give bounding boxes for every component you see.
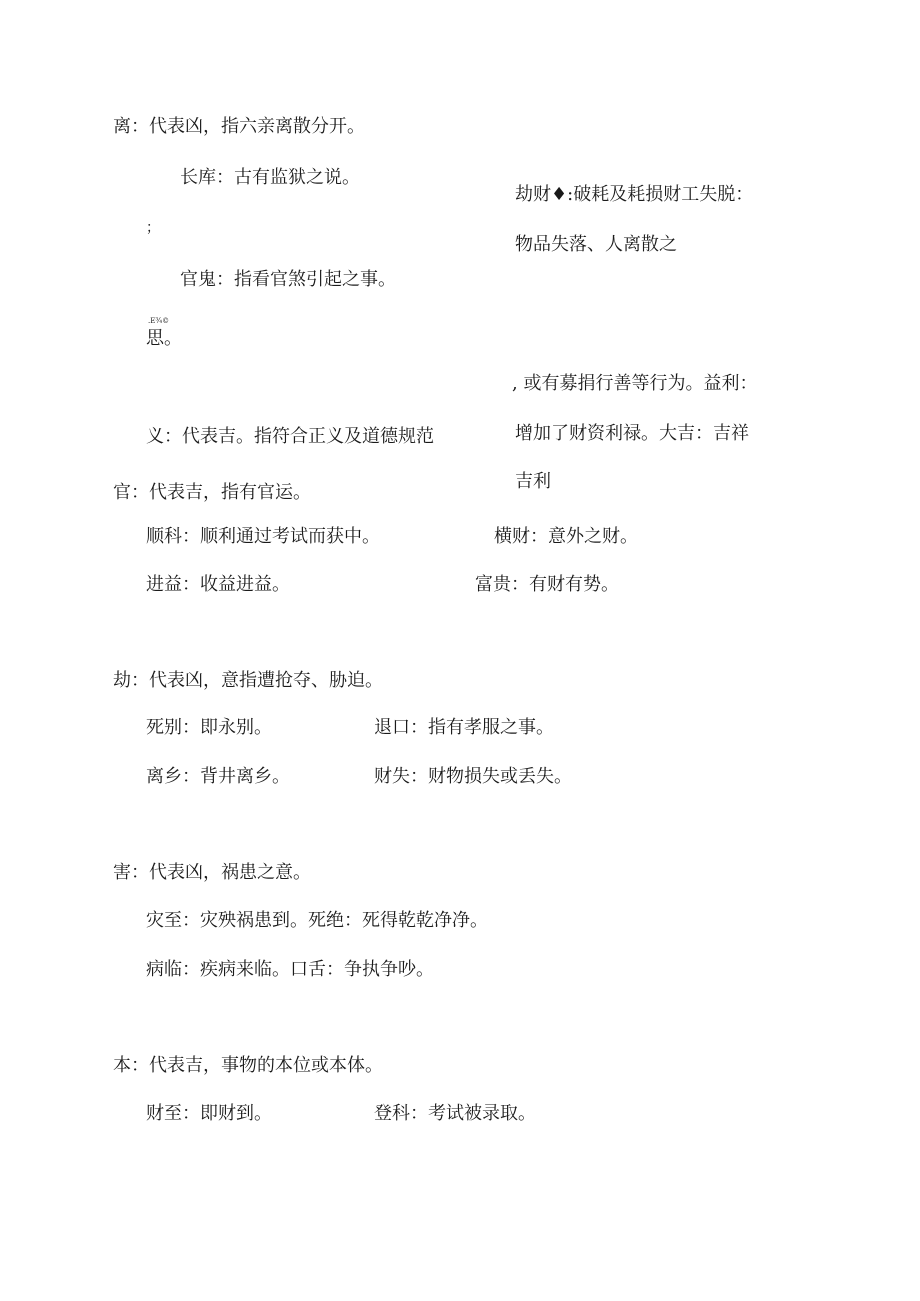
- shunke-line: 顺科：顺利通过考试而获中。: [146, 526, 380, 547]
- jiecai-line: 劫财♦:破耗及耗损财工失脱：: [515, 184, 754, 205]
- guangui-line: 官鬼：指看官煞引起之事。: [180, 269, 396, 290]
- caishi-line: 财失：财物损失或丢失。: [374, 766, 572, 787]
- jinyi-line: 进益：收益进益。: [146, 574, 290, 595]
- hengcai-line: 横财：意外之财。: [494, 526, 638, 547]
- wupin-line: 物品失落、人离散之: [515, 234, 677, 255]
- stray-semicolon: ；: [146, 220, 160, 236]
- hai-line-2: 病临：疾病来临。口舌：争执争吵。: [146, 959, 434, 980]
- caizhi-line: 财至：即财到。: [146, 1103, 272, 1124]
- sibie-line: 死别：即永别。: [146, 717, 272, 738]
- zengjia-line: 增加了财资利禄。大吉：吉祥: [515, 423, 749, 444]
- cut-off-line: 吉利: [515, 471, 551, 492]
- tuikou-line: 退口：指有孝服之事。: [374, 717, 554, 738]
- huoyou-line: , 或有募捐行善等行为。益利：: [512, 373, 758, 394]
- si-line: 思。: [146, 328, 182, 349]
- lixiang-line: 离乡：背井离乡。: [146, 766, 290, 787]
- ben-heading: 本：代表吉，事物的本位或本体。: [113, 1055, 383, 1076]
- changku-line: 长库：古有监狱之说。: [180, 167, 360, 188]
- yi-line: 义：代表吉。指符合正义及道德规范: [146, 426, 434, 447]
- li-heading: 离：代表凶，指六亲离散分开。: [113, 116, 365, 137]
- dengke-line: 登科：考试被录取。: [374, 1103, 536, 1124]
- hai-line-1: 灾至：灾殃祸患到。死绝：死得乾乾净净。: [146, 910, 488, 931]
- jie-heading: 劫：代表凶，意指遭抢夺、胁迫。: [113, 670, 383, 691]
- hai-heading: 害：代表凶，祸患之意。: [113, 862, 311, 883]
- guan-heading: 官：代表吉，指有官运。: [113, 482, 311, 503]
- tiny-mark: .E¾©: [148, 317, 170, 325]
- fugui-line: 富贵：有财有势。: [475, 574, 619, 595]
